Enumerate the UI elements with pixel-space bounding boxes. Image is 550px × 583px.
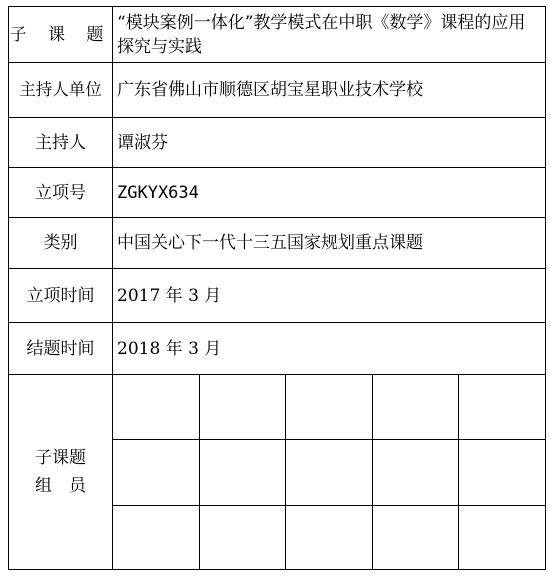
- member-cell: [459, 439, 545, 505]
- member-cell: [372, 375, 458, 439]
- label-host: 主持人: [9, 118, 113, 168]
- label-subproject: [9, 7, 113, 63]
- value-category: 中国关心下一代十三五国家规划重点课题: [113, 218, 546, 269]
- value-subproject: “模块案例一体化”教学模式在中职《数学》课程的应用探究与实践: [113, 7, 546, 63]
- value-project-number: ZGKYX634: [113, 168, 546, 218]
- member-cell: [372, 505, 458, 569]
- value-end-date: 2018 年 3 月: [113, 323, 546, 375]
- label-members: [9, 375, 113, 570]
- label-members-stack: [35, 444, 86, 500]
- member-cell: [459, 505, 545, 569]
- member-cell: [286, 439, 372, 505]
- row-host: [9, 118, 546, 168]
- members-grid: [113, 375, 545, 569]
- member-cell: [199, 505, 285, 569]
- label-members-line2: 组 员: [35, 476, 86, 496]
- members-grid-row: [113, 439, 545, 505]
- row-host-unit: [9, 63, 546, 118]
- row-project-number: [9, 168, 546, 218]
- member-cell: [286, 375, 372, 439]
- value-host-unit: 广东省佛山市顺德区胡宝星职业技术学校: [113, 63, 546, 118]
- member-cell: [199, 375, 285, 439]
- member-cell: [113, 439, 199, 505]
- project-info-table: [8, 6, 546, 570]
- member-cell: [113, 375, 199, 439]
- value-host: 谭淑芬: [113, 118, 546, 168]
- row-start-date: [9, 269, 546, 323]
- label-end-date: 结题时间: [9, 323, 113, 375]
- member-cell: [113, 505, 199, 569]
- members-grid-row: [113, 375, 545, 439]
- member-cell: [286, 505, 372, 569]
- member-cell: [372, 439, 458, 505]
- label-start-date: 立项时间: [9, 269, 113, 323]
- members-grid-cell: [113, 375, 546, 570]
- row-category: [9, 218, 546, 269]
- row-end-date: [9, 323, 546, 375]
- label-host-unit: 主持人单位: [9, 63, 113, 118]
- label-subproject-text: 子 课 题: [9, 24, 112, 45]
- member-cell: [199, 439, 285, 505]
- label-category: 类别: [9, 218, 113, 269]
- members-grid-row: [113, 505, 545, 569]
- row-subproject: [9, 7, 546, 63]
- label-members-line1: 子课题: [35, 448, 86, 468]
- label-project-number: 立项号: [9, 168, 113, 218]
- member-cell: [459, 375, 545, 439]
- row-members: [9, 375, 546, 570]
- value-start-date: 2017 年 3 月: [113, 269, 546, 323]
